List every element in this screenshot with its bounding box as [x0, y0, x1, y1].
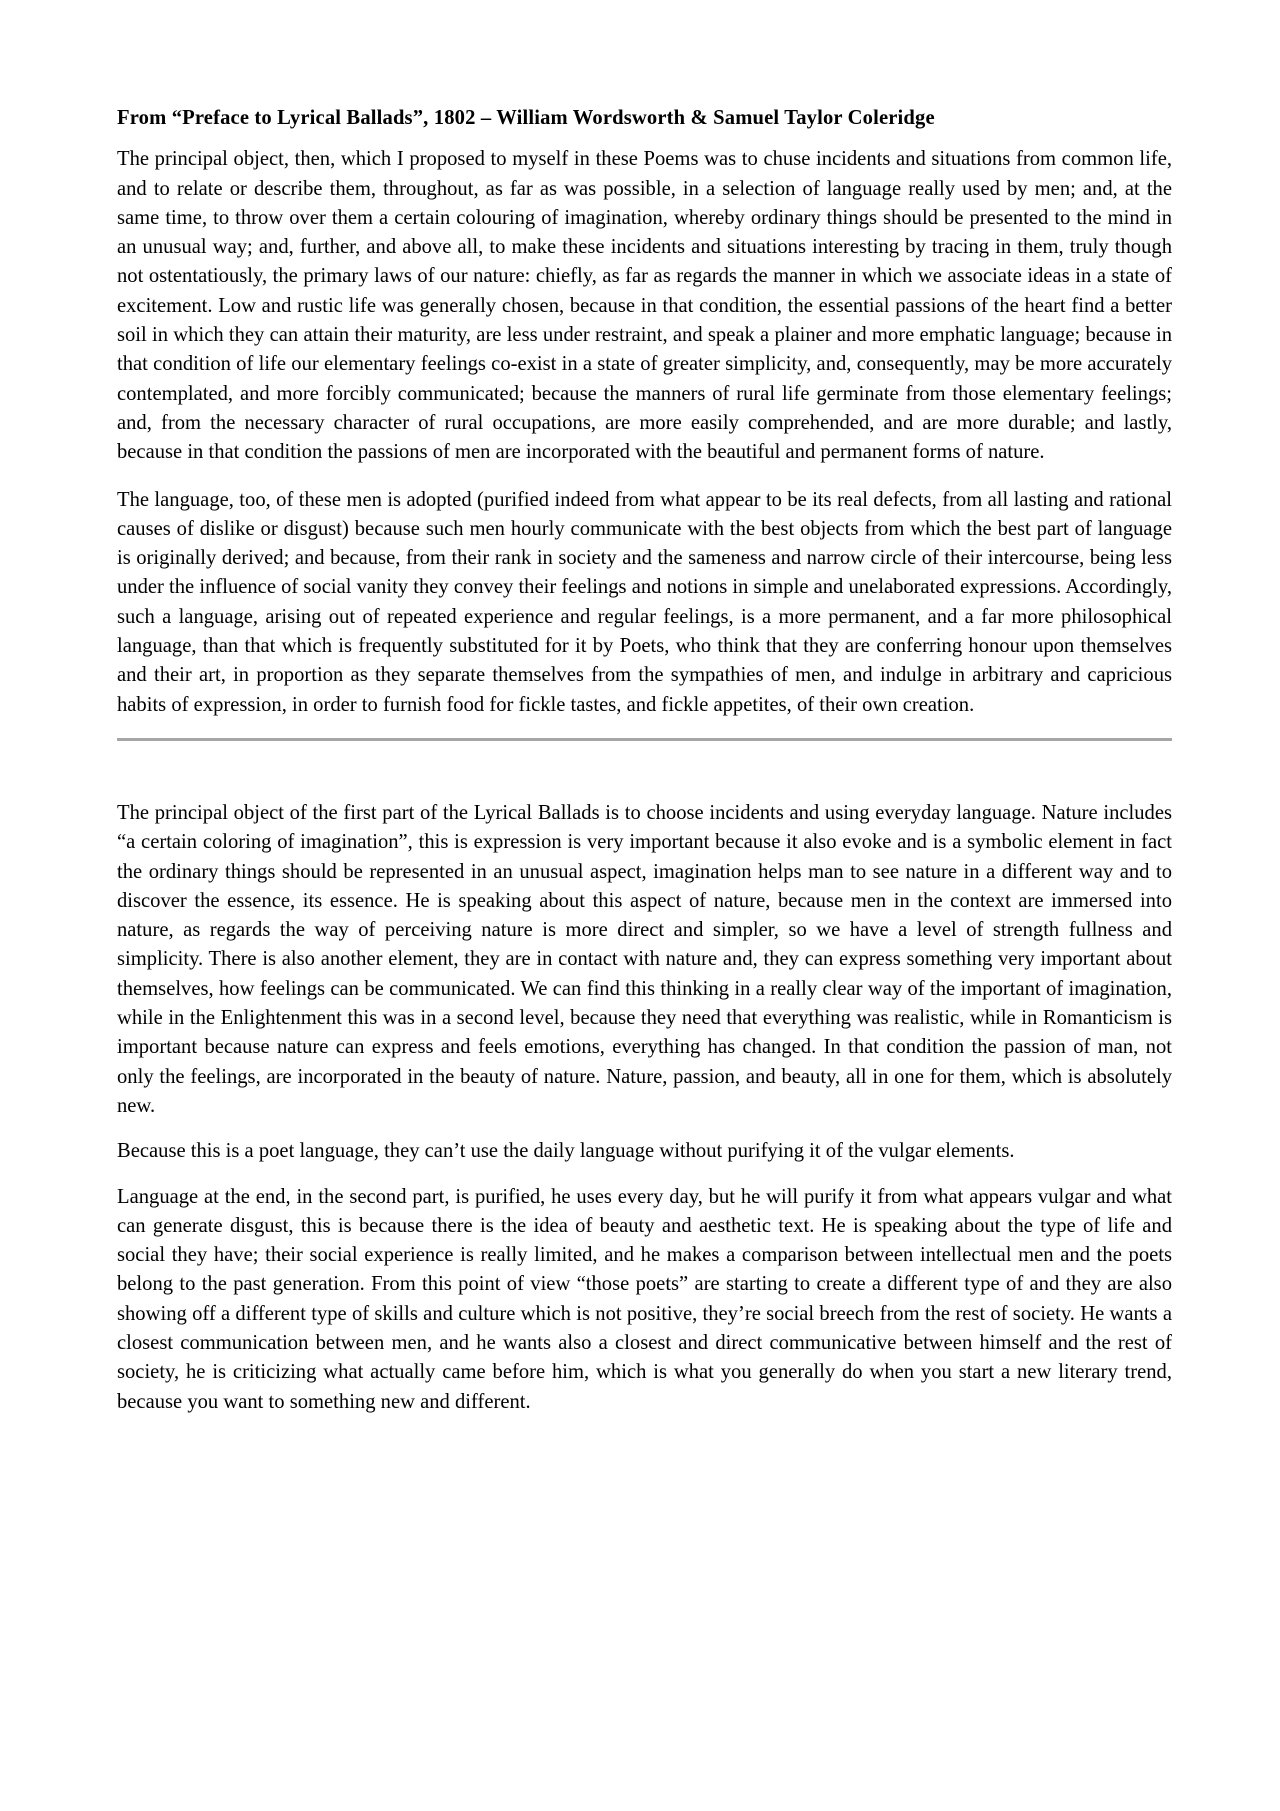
- commentary-section: [117, 799, 1172, 1417]
- commentary-paragraph-2: Because this is a poet language, they can’t use the daily language without purifying it of the vulgar elements.: [117, 1140, 1015, 1163]
- document-page: [117, 104, 1172, 1433]
- commentary-paragraph-1: The principal object of the first part of the Lyrical Ballads is to choose incidents and using everyday language. Nature includes “a certain coloring of imagination”, this is expression is very important because it also evoke and is a symbolic element in fact the ordinary things should be represented in an unusual aspect, imagination helps man to see nature in a different way and to discover the essence, its essence. He is speaking about this aspect of nature, because men in the context are immersed into nature, as regards the way of perceiving nature is more direct and simpler, so we have a level of strength fullness and simplicity. There is also another element, they are in contact with nature and, they can express something very important about themselves, how feelings can be communicated. We can find this thinking in a really clear way of the important of imagination, while in the Enlightenment this was in a second level, because they need that everything was realistic, while in Romanticism is important because nature can express and feels emotions, everything has changed. In that condition the passion of man, not only the feelings, are incorporated in the beauty of nature. Nature, passion, and beauty, all in one for them, which is absolutely new.: [117, 801, 1172, 1117]
- document-title: From “Preface to Lyrical Ballads”, 1802 – William Wordsworth & Samuel Taylor Coleridge: [117, 107, 935, 129]
- excerpt-paragraph-1: The principal object, then, which I proposed to myself in these Poems was to chuse incidents and situations from common life, and to relate or describe them, throughout, as far as was possible, in a selection of language really used by men; and, at the same time, to throw over them a certain colouring of imagination, whereby ordinary things should be presented to the mind in an unusual way; and, further, and above all, to make these incidents and situations interesting by tracing in them, truly though not ostentatiously, the primary laws of our nature: chiefly, as far as regards the manner in which we associate ideas in a state of excitement. Low and rustic life was generally chosen, because in that condition, the essential passions of the heart find a better soil in which they can attain their maturity, are less under restraint, and speak a plainer and more emphatic language; because in that condition of life our elementary feelings co-exist in a state of greater simplicity, and, consequently, may be more accurately contemplated, and more forcibly communicated; because the manners of rural life germinate from those elementary feelings; and, from the necessary character of rural occupations, are more easily comprehended, and are more durable; and lastly, because in that condition the passions of men are incorporated with the beautiful and permanent forms of nature.: [117, 148, 1172, 464]
- preface-excerpt: [117, 145, 1172, 720]
- excerpt-paragraph-2: The language, too, of these men is adopted (purified indeed from what appear to be its real defects, from all lasting and rational causes of dislike or disgust) because such men hourly communicate with the best objects from which the best part of language is originally derived; and because, from their rank in society and the sameness and narrow circle of their intercourse, being less under the influence of social vanity they convey their feelings and notions in simple and unelaborated expressions. Accordingly, such a language, arising out of repeated experience and regular feelings, is a more permanent, and a far more philosophical language, than that which is frequently substituted for it by Poets, who think that they are conferring honour upon themselves and their art, in proportion as they separate themselves from the sympathies of men, and indulge in arbitrary and capricious habits of expression, in order to furnish food for fickle tastes, and fickle appetites, of their own creation.: [117, 488, 1172, 716]
- commentary-paragraph-3: Language at the end, in the second part, is purified, he uses every day, but he will purify it from what appears vulgar and what can generate disgust, this is because there is the idea of beauty and aesthetic text. He is speaking about the type of life and social they have; their social experience is really limited, and he makes a comparison between intellectual men and the poets belong to the past generation. From this point of view “those poets” are starting to create a different type of and they are also showing off a different type of skills and culture which is not positive, they’re social breech from the rest of society. He wants a closest communication between men, and he wants also a closest and direct communicative between himself and the rest of society, he is criticizing what actually came before him, which is what you generally do when you start a new literary trend, because you want to something new and different.: [117, 1185, 1172, 1413]
- section-divider: [117, 738, 1172, 741]
